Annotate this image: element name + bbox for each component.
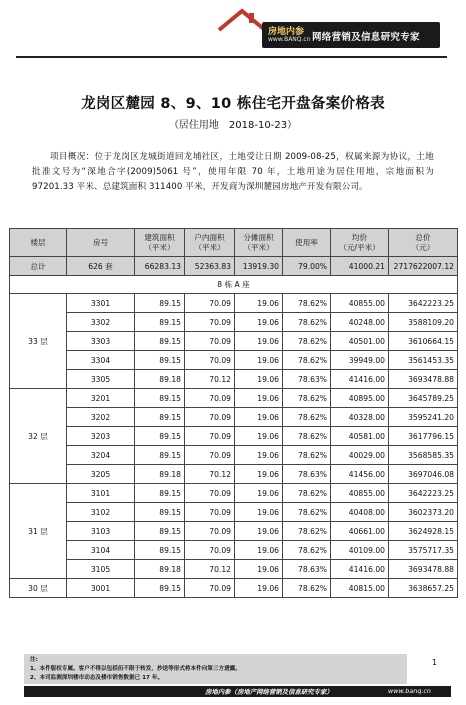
share-cell: 19.06	[235, 313, 283, 332]
total-price-cell: 3610664.15	[389, 332, 458, 351]
inner-cell: 70.12	[185, 560, 235, 579]
total-label: 总计	[10, 257, 67, 276]
area-cell: 89.15	[135, 579, 185, 598]
total-rooms: 626 套	[67, 257, 135, 276]
area-cell: 89.18	[135, 370, 185, 389]
share-cell: 19.06	[235, 465, 283, 484]
header-floor: 楼层	[10, 229, 67, 257]
table-row	[10, 484, 458, 503]
total-price-cell: 3642223.25	[389, 484, 458, 503]
table-row	[10, 332, 458, 351]
area-cell: 89.15	[135, 294, 185, 313]
total-price-cell: 3602373.20	[389, 503, 458, 522]
header-inner-line1: 户内面积	[194, 232, 225, 242]
area-cell: 89.18	[135, 560, 185, 579]
unit-price-cell: 40029.00	[331, 446, 389, 465]
room-cell: 3204	[67, 446, 135, 465]
section-row	[10, 276, 458, 294]
room-cell: 3201	[67, 389, 135, 408]
share-cell: 19.06	[235, 332, 283, 351]
total-price-cell: 3617796.15	[389, 427, 458, 446]
total-price-cell: 3697046.08	[389, 465, 458, 484]
header-total-line2: （元）	[411, 242, 435, 252]
table-row	[10, 503, 458, 522]
area-cell: 89.15	[135, 541, 185, 560]
unit-price-cell: 41456.00	[331, 465, 389, 484]
header-area-line1: 建筑面积	[144, 232, 175, 242]
total-area: 66283.13	[135, 257, 185, 276]
table-header-row	[10, 229, 458, 257]
table-row	[10, 294, 458, 313]
table-row	[10, 313, 458, 332]
rate-cell: 78.62%	[283, 351, 331, 370]
note-title: 注:	[30, 657, 38, 663]
share-cell: 19.06	[235, 370, 283, 389]
rate-cell: 78.63%	[283, 560, 331, 579]
share-cell: 19.06	[235, 446, 283, 465]
footer-brand-text: 房地内参（房地产网络营销及信息研究专家）	[205, 688, 333, 696]
total-price-cell: 3645789.25	[389, 389, 458, 408]
table-row	[10, 560, 458, 579]
area-cell: 89.15	[135, 351, 185, 370]
total-share: 13919.30	[235, 257, 283, 276]
inner-cell: 70.09	[185, 351, 235, 370]
header-area-line2: （平米）	[144, 242, 175, 252]
area-cell: 89.15	[135, 389, 185, 408]
total-price-cell: 3693478.88	[389, 370, 458, 389]
share-cell: 19.06	[235, 427, 283, 446]
table-row	[10, 579, 458, 598]
section-label: 8 栋 A 座	[10, 276, 458, 294]
inner-cell: 70.09	[185, 579, 235, 598]
footer-url[interactable]: www.banq.cn	[388, 687, 431, 695]
header-inner	[185, 229, 235, 257]
room-cell: 3303	[67, 332, 135, 351]
inner-cell: 70.09	[185, 446, 235, 465]
inner-cell: 70.09	[185, 484, 235, 503]
room-cell: 3104	[67, 541, 135, 560]
total-inner: 52363.83	[185, 257, 235, 276]
inner-cell: 70.12	[185, 370, 235, 389]
unit-price-cell: 40661.00	[331, 522, 389, 541]
total-price-cell: 3588109.20	[389, 313, 458, 332]
inner-cell: 70.09	[185, 294, 235, 313]
header-room: 房号	[67, 229, 135, 257]
inner-cell: 70.09	[185, 503, 235, 522]
banner-divider	[16, 56, 447, 58]
header-unit-price	[331, 229, 389, 257]
note-box	[24, 654, 407, 684]
total-rate: 79.00%	[283, 257, 331, 276]
share-cell: 19.06	[235, 579, 283, 598]
unit-price-cell: 40855.00	[331, 484, 389, 503]
document-subtitle: （居住用地 2018-10-23）	[168, 120, 298, 131]
rate-cell: 78.62%	[283, 484, 331, 503]
share-cell: 19.06	[235, 503, 283, 522]
header-unit-line1: 均价	[351, 232, 368, 242]
table-row	[10, 427, 458, 446]
room-cell: 3301	[67, 294, 135, 313]
room-cell: 3103	[67, 522, 135, 541]
page-number: 1	[432, 658, 438, 667]
room-cell: 3001	[67, 579, 135, 598]
total-total-price: 2717622007.12	[389, 257, 458, 276]
inner-cell: 70.09	[185, 313, 235, 332]
room-cell: 3304	[67, 351, 135, 370]
header-area	[135, 229, 185, 257]
header-total-price	[389, 229, 458, 257]
total-price-cell: 3642223.25	[389, 294, 458, 313]
unit-price-cell: 40581.00	[331, 427, 389, 446]
rate-cell: 78.62%	[283, 332, 331, 351]
unit-price-cell: 40815.00	[331, 579, 389, 598]
table-row	[10, 522, 458, 541]
inner-cell: 70.09	[185, 541, 235, 560]
unit-price-cell: 40501.00	[331, 332, 389, 351]
header-share	[235, 229, 283, 257]
rate-cell: 78.63%	[283, 465, 331, 484]
share-cell: 19.06	[235, 484, 283, 503]
area-cell: 89.15	[135, 503, 185, 522]
note-line-2: 2、本司监测深圳楼市动态及楼市销售数据已 17 年。	[30, 675, 164, 681]
inner-cell: 70.09	[185, 427, 235, 446]
room-cell: 3202	[67, 408, 135, 427]
rate-cell: 78.62%	[283, 294, 331, 313]
area-cell: 89.15	[135, 332, 185, 351]
area-cell: 89.15	[135, 484, 185, 503]
room-cell: 3302	[67, 313, 135, 332]
table-row	[10, 465, 458, 484]
rate-cell: 78.62%	[283, 408, 331, 427]
area-cell: 89.15	[135, 522, 185, 541]
area-cell: 89.15	[135, 427, 185, 446]
total-price-cell: 3624928.15	[389, 522, 458, 541]
share-cell: 19.06	[235, 522, 283, 541]
table-row	[10, 408, 458, 427]
total-price-cell: 3561453.35	[389, 351, 458, 370]
share-cell: 19.06	[235, 408, 283, 427]
total-price-cell: 3638657.25	[389, 579, 458, 598]
unit-price-cell: 40248.00	[331, 313, 389, 332]
header-share-line1: 分摊面积	[243, 232, 274, 242]
rate-cell: 78.63%	[283, 370, 331, 389]
unit-price-cell: 41416.00	[331, 560, 389, 579]
share-cell: 19.06	[235, 389, 283, 408]
banner-title: 网络营销及信息研究专家	[312, 32, 420, 43]
note-line-1: 1、本件版权专属。客户不得以包括但不限于转发、抄送等形式将本件向第三方透露。	[30, 666, 241, 672]
banner-brand: 房地内参	[268, 27, 305, 37]
share-cell: 19.06	[235, 541, 283, 560]
room-cell: 3203	[67, 427, 135, 446]
room-cell: 3205	[67, 465, 135, 484]
header-total-line1: 总价	[415, 232, 431, 242]
rate-cell: 78.62%	[283, 579, 331, 598]
inner-cell: 70.09	[185, 522, 235, 541]
rate-cell: 78.62%	[283, 503, 331, 522]
floor-cell: 30 层	[10, 579, 67, 598]
project-overview: 项目概况：位于龙岗区龙城街道回龙埔社区，土地受让日期 2009-08-25，权属来源为协议，土地批准文号为“深地合字(2009)5061 号”，使用年限 70 年，土地用途为居住用地，宗地面积为 97201.33 平米、总建筑面积 311400 平米，开发商为深圳麓园房地产开发有限公司。	[32, 152, 434, 193]
inner-cell: 70.09	[185, 389, 235, 408]
unit-price-cell: 40408.00	[331, 503, 389, 522]
room-cell: 3102	[67, 503, 135, 522]
unit-price-cell: 41416.00	[331, 370, 389, 389]
area-cell: 89.15	[135, 408, 185, 427]
table-row	[10, 446, 458, 465]
floor-cell: 33 层	[10, 294, 67, 389]
house-logo-icon	[215, 8, 269, 54]
total-price-cell: 3575717.35	[389, 541, 458, 560]
total-row	[10, 257, 458, 276]
table-row	[10, 370, 458, 389]
share-cell: 19.06	[235, 351, 283, 370]
unit-price-cell: 40328.00	[331, 408, 389, 427]
header-inner-line2: （平米）	[194, 242, 225, 252]
inner-cell: 70.09	[185, 332, 235, 351]
rate-cell: 78.62%	[283, 313, 331, 332]
area-cell: 89.18	[135, 465, 185, 484]
share-cell: 19.06	[235, 294, 283, 313]
rate-cell: 78.62%	[283, 446, 331, 465]
area-cell: 89.15	[135, 446, 185, 465]
floor-cell: 31 层	[10, 484, 67, 579]
inner-cell: 70.09	[185, 408, 235, 427]
rate-cell: 78.62%	[283, 427, 331, 446]
rate-cell: 78.62%	[283, 541, 331, 560]
header-share-line2: （平米）	[243, 242, 274, 252]
total-unit-price: 41000.21	[331, 257, 389, 276]
total-price-cell: 3568585.35	[389, 446, 458, 465]
unit-price-cell: 39949.00	[331, 351, 389, 370]
unit-price-cell: 40895.00	[331, 389, 389, 408]
rate-cell: 78.62%	[283, 522, 331, 541]
price-table	[9, 228, 458, 598]
total-price-cell: 3595241.20	[389, 408, 458, 427]
total-price-cell: 3693478.88	[389, 560, 458, 579]
room-cell: 3105	[67, 560, 135, 579]
header-unit-line2: （元/平米）	[339, 242, 380, 252]
room-cell: 3305	[67, 370, 135, 389]
floor-cell: 32 层	[10, 389, 67, 484]
banner-url[interactable]: www.BANQ.cn	[268, 36, 311, 43]
share-cell: 19.06	[235, 560, 283, 579]
area-cell: 89.15	[135, 313, 185, 332]
table-row	[10, 389, 458, 408]
inner-cell: 70.12	[185, 465, 235, 484]
document-title: 龙岗区麓园 8、9、10 栋住宅开盘备案价格表	[81, 96, 385, 112]
rate-cell: 78.62%	[283, 389, 331, 408]
unit-price-cell: 40109.00	[331, 541, 389, 560]
room-cell: 3101	[67, 484, 135, 503]
table-row	[10, 541, 458, 560]
unit-price-cell: 40855.00	[331, 294, 389, 313]
header-rate: 使用率	[283, 229, 331, 257]
table-row	[10, 351, 458, 370]
